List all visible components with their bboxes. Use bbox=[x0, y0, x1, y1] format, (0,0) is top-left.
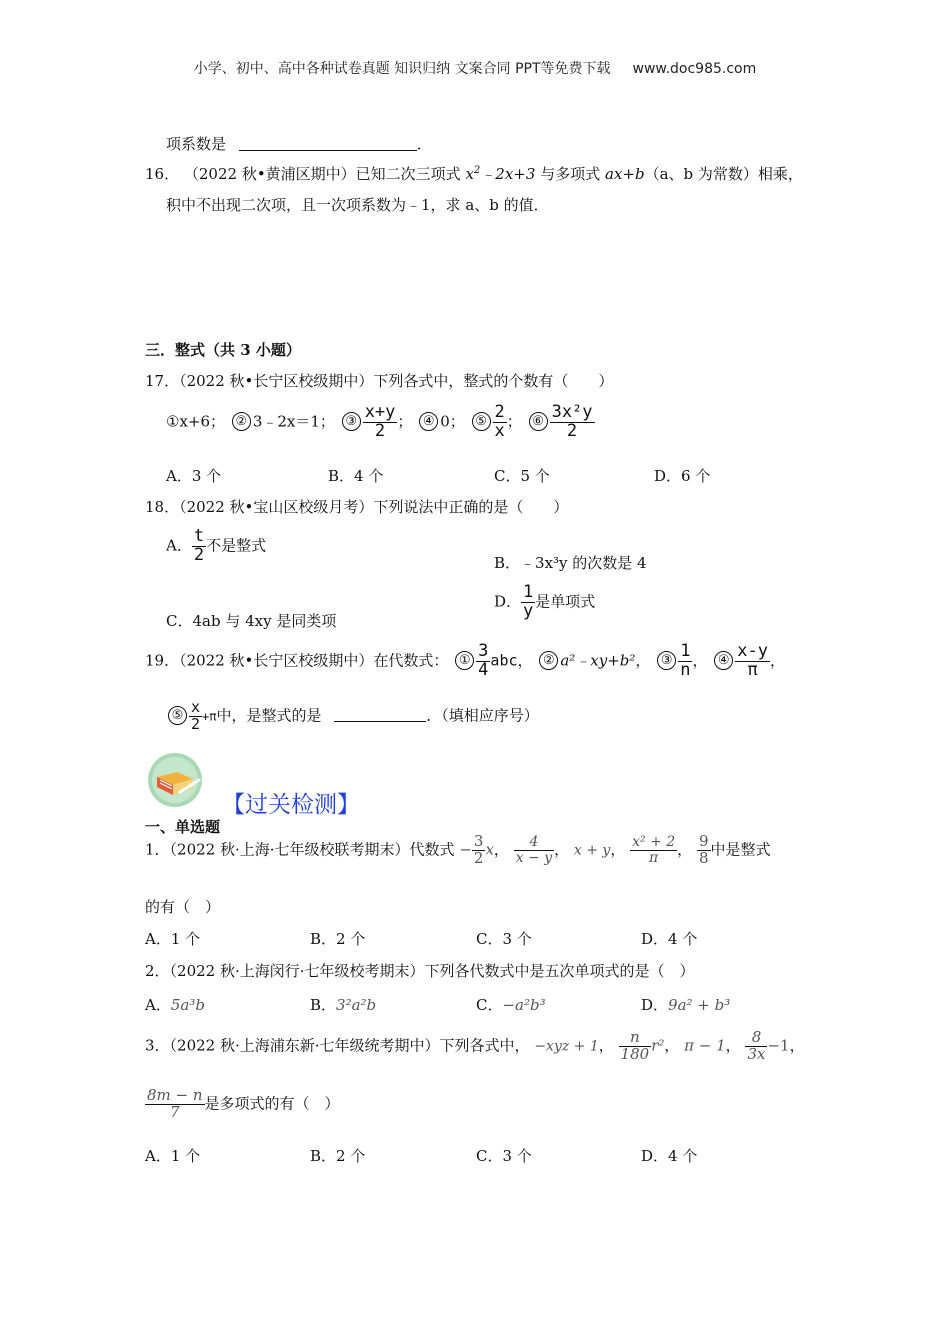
p2-number: 2． bbox=[145, 962, 170, 980]
q19-answer-blank[interactable] bbox=[334, 707, 426, 722]
q17-circle-4: ④ bbox=[419, 412, 438, 431]
q18-number: 18． bbox=[145, 498, 180, 516]
q19-line2 bbox=[166, 700, 539, 733]
p1-expr1-tail: x bbox=[485, 840, 494, 859]
p3-number: 3． bbox=[145, 1036, 170, 1055]
q18-stem bbox=[145, 496, 568, 517]
p1-option-c[interactable]: C．3 个 bbox=[476, 930, 532, 948]
q17-item-2: 3﹣2x＝1； bbox=[252, 412, 335, 431]
p1-text: （2022 秋·上海·七年级校联考期末）代数式 bbox=[169, 840, 455, 859]
p2-text: （2022 秋·上海闵行·七年级校考期末）下列各代数式中是五次单项式的是（ ） bbox=[169, 962, 695, 980]
q17-item-4: 0； bbox=[440, 412, 465, 431]
q19-circle-2: ② bbox=[539, 651, 558, 670]
q19-frac-5: $\frac{x}{2}$ bbox=[191, 698, 201, 733]
q16-text: （2022 秋•黄浦区期中）已知二次三项式 bbox=[183, 165, 461, 183]
q17-option-b[interactable]: B．4 个 bbox=[328, 467, 384, 485]
q19-frac-1: $\frac{3}{4}$ bbox=[478, 641, 489, 680]
q15-answer-blank[interactable] bbox=[239, 136, 417, 151]
q15-tail bbox=[166, 133, 432, 154]
p1-line1: 1．（2022 秋·上海·七年级校联考期末）代数式 − $\frac{3}{2}$ x， $\frac{4}{x - y}$ ， x + y， $\frac{\text{x² + 2}}{\pi}$ ， $\frac{9}{8}$ 中是整式 bbox=[145, 832, 771, 867]
p1-tail: 中是整式 bbox=[710, 840, 771, 859]
header-url[interactable]: www.doc985.com bbox=[632, 61, 757, 77]
q19-circle-4: ④ bbox=[714, 651, 733, 670]
q18-option-c[interactable]: C．4ab 与 4xy 是同类项 bbox=[166, 612, 337, 630]
q17-circle-6: ⑥ bbox=[529, 412, 548, 431]
q17-items bbox=[166, 404, 595, 441]
p3-option-d[interactable]: D．4 个 bbox=[641, 1147, 698, 1165]
q17-circle-5: ⑤ bbox=[472, 412, 491, 431]
q19-frac-3: $\frac{1}{n}$ bbox=[680, 641, 691, 680]
p3-expr4-frac: $\frac{8}{3x}$ bbox=[747, 1028, 766, 1063]
q19-expr-2: a²﹣xy+b² bbox=[560, 651, 636, 670]
p2-stem bbox=[145, 960, 695, 981]
q18-a-label: A． bbox=[166, 536, 192, 555]
q18-option-b[interactable]: B．﹣3x³y 的次数是 4 bbox=[494, 554, 647, 572]
q19-text: （2022 秋•长宁区校级期中）在代数式： bbox=[179, 651, 449, 670]
q18-text: （2022 秋•宝山区校级月考）下列说法中正确的是（ ） bbox=[179, 498, 569, 516]
p3-expr2-frac: $\frac{n}{180}$ bbox=[620, 1028, 650, 1063]
q19-line1 bbox=[145, 643, 785, 680]
p3-expr4-tail: −1 bbox=[767, 1036, 790, 1055]
p1-options bbox=[145, 928, 745, 948]
section-1-title: 一、单选题 bbox=[145, 818, 221, 836]
q19-circle-3: ③ bbox=[657, 651, 676, 670]
q17-frac-3: $\frac{x+y}{2}$ bbox=[364, 402, 396, 441]
p1-line2: 的有（ ） bbox=[145, 898, 221, 916]
p3-line2 bbox=[145, 1088, 340, 1121]
q17-sep-5: ； bbox=[506, 412, 522, 431]
p1-option-a[interactable]: A．1 个 bbox=[145, 930, 201, 948]
q17-number: 17． bbox=[145, 372, 180, 390]
book-icon bbox=[147, 752, 203, 808]
q17-text: （2022 秋•长宁区校级期中）下列各式中，整式的个数有（ ） bbox=[179, 372, 614, 390]
q16-mid: 与多项式 bbox=[540, 165, 601, 183]
q18-a-frac: $\frac{t}{2}$ bbox=[193, 526, 205, 565]
q17-options bbox=[166, 465, 726, 485]
p3-expr2-tail: r² bbox=[651, 1036, 665, 1055]
q16-trinomial: $x^2﹣2x+3$ bbox=[465, 165, 536, 183]
q16-number: 16． bbox=[145, 165, 180, 183]
header-text: 小学、初中、高中各种试卷真题 知识归纳 文案合同 PPT等免费下载 bbox=[193, 61, 611, 77]
q17-stem bbox=[145, 370, 613, 391]
p3-line1: 3．（2022 秋·上海浦东新·七年级统考期中）下列各式中， −xyz + 1， $\frac{n}{180}$ r²， π − 1， $\frac{8}{3x}$ −1， bbox=[145, 1028, 805, 1063]
p3-option-c[interactable]: C．3 个 bbox=[476, 1147, 532, 1165]
q19-comma-4: ， bbox=[769, 651, 785, 670]
p3-expr1: −xyz + 1 bbox=[534, 1038, 599, 1055]
q18-a-text: 不是整式 bbox=[206, 536, 267, 555]
q19-comma-1: ， bbox=[517, 651, 533, 670]
p3-option-b[interactable]: B．2 个 bbox=[310, 1147, 366, 1165]
q19-number: 19． bbox=[145, 651, 180, 670]
p2-option-b[interactable]: B．3²a²b bbox=[310, 996, 377, 1014]
q18-d-label: D． bbox=[494, 592, 522, 611]
q15-tail-end: ． bbox=[416, 135, 432, 153]
q19-frac-1-tail: abc bbox=[490, 651, 518, 670]
p1-expr2-frac: $\frac{4}{x - y}$ bbox=[515, 834, 553, 866]
q19-circle-5: ⑤ bbox=[168, 706, 187, 725]
p1-expr5-frac: $\frac{9}{8}$ bbox=[698, 832, 709, 867]
p1-expr3: x + y bbox=[573, 842, 611, 859]
q19-comma-2: ， bbox=[635, 651, 651, 670]
p1-option-d[interactable]: D．4 个 bbox=[641, 930, 698, 948]
q16-paren: （a、b 为常数）相乘， bbox=[644, 165, 803, 183]
q17-option-d[interactable]: D．6 个 bbox=[654, 467, 711, 485]
q19-line2-text: 中，是整式的是 bbox=[216, 706, 322, 725]
q16-poly: ax+b bbox=[605, 165, 645, 183]
p1-expr1-sign: − bbox=[459, 840, 472, 859]
q16-line2: 积中不出现二次项，且一次项系数为﹣1，求 a、b 的值． bbox=[166, 196, 549, 214]
q17-option-c[interactable]: C．5 个 bbox=[494, 467, 550, 485]
p2-option-d[interactable]: D．9a² + b³ bbox=[641, 996, 731, 1014]
p2-options bbox=[145, 994, 785, 1016]
p3-line2-text: 是多项式的有（ ） bbox=[204, 1094, 340, 1113]
q17-item-1: ①x+6； bbox=[166, 412, 226, 431]
checkpoint-title: 【过关检测】 bbox=[222, 792, 360, 818]
q16-line1 bbox=[145, 163, 803, 184]
p1-expr1-frac: $\frac{3}{2}$ bbox=[473, 832, 484, 867]
q19-frac-5-tail: +π bbox=[202, 709, 217, 724]
p1-option-b[interactable]: B．2 个 bbox=[310, 930, 366, 948]
q17-sep-3: ； bbox=[397, 412, 413, 431]
section-3-title: 三．整式（共 3 小题） bbox=[145, 341, 301, 359]
q18-option-a[interactable] bbox=[166, 528, 266, 565]
q17-frac-5: $\frac{2}{x}$ bbox=[494, 402, 505, 441]
page-header bbox=[0, 58, 950, 78]
q17-option-a[interactable]: A．3 个 bbox=[166, 467, 222, 485]
q17-circle-3: ③ bbox=[342, 412, 361, 431]
p1-number: 1． bbox=[145, 840, 170, 859]
p2-option-a[interactable]: A．5a³b bbox=[145, 996, 205, 1014]
q19-frac-4: $\frac{x-y}{\pi}$ bbox=[737, 641, 768, 680]
q18-option-d[interactable] bbox=[494, 584, 595, 621]
p3-expr3: π − 1 bbox=[684, 1036, 726, 1055]
q19-line2-end: ．（填相应序号） bbox=[426, 706, 539, 725]
p3-options bbox=[145, 1145, 745, 1165]
q18-d-frac: $\frac{1}{y}$ bbox=[523, 582, 534, 621]
q19-comma-3: ， bbox=[692, 651, 708, 670]
p2-option-c[interactable]: C．−a²b³ bbox=[476, 996, 546, 1014]
p3-expr5-frac: $\frac{8m - n}{7}$ bbox=[147, 1086, 203, 1121]
p1-expr4-frac: $\frac{\text{x² + 2}}{\pi}$ bbox=[632, 834, 676, 866]
q18-d-text: 是单项式 bbox=[535, 592, 596, 611]
q19-circle-1: ① bbox=[455, 651, 474, 670]
q17-circle-2: ② bbox=[232, 412, 251, 431]
p3-text: （2022 秋·上海浦东新·七年级统考期中）下列各式中， bbox=[169, 1036, 530, 1055]
p3-option-a[interactable]: A．1 个 bbox=[145, 1147, 201, 1165]
q17-frac-6: $\frac{\text{3x²y}}{2}$ bbox=[551, 402, 593, 441]
q15-tail-text: 项系数是 bbox=[166, 135, 227, 153]
